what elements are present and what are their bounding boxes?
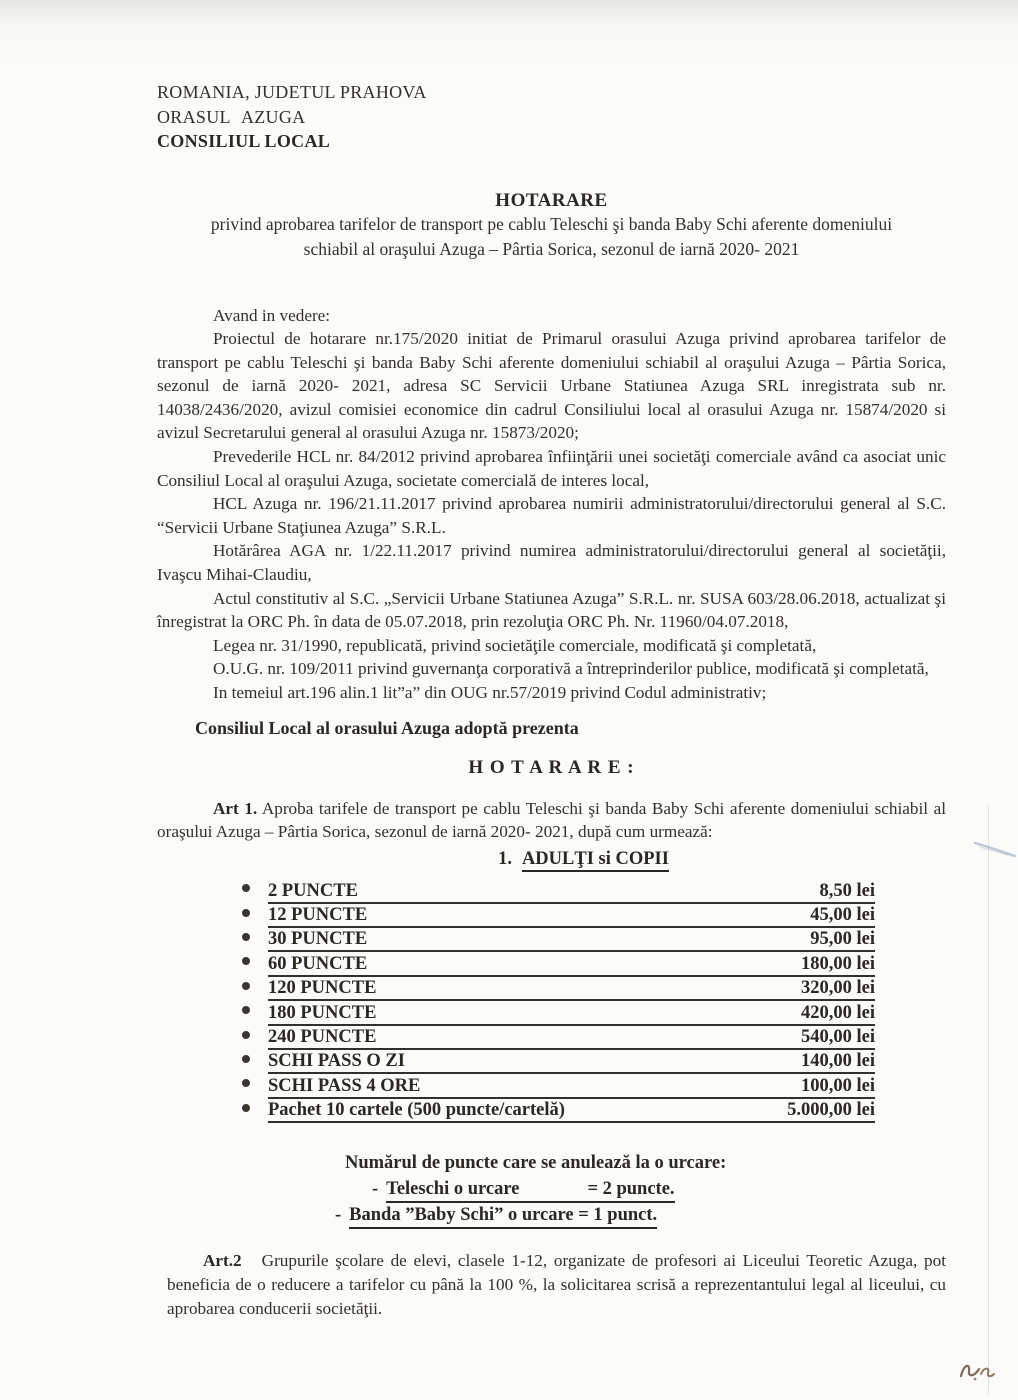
preamble-paragraph: Actul constitutiv al S.C. „Servicii Urbane Statiunea Azuga” S.R.L. nr. SUSA 603/28.06.2018, actualizat şi înregistrat la ORC Ph. în data de 05.07.2018, prin rezoluţia ORC Ph. Nr. 11960/04.07.2018, xyxy=(157,588,946,632)
bullet-icon xyxy=(242,933,250,941)
tariff-price: 540,00 lei xyxy=(801,1026,875,1047)
tariff-label: 240 PUNCTE xyxy=(268,1026,377,1047)
decision-heading: H O T A R A R E : xyxy=(468,756,635,778)
document-subtitle-line-2: schiabil al oraşului Azuga – Pârtia Sorica, sezonul de iarnă 2020- 2021 xyxy=(303,238,800,259)
bullet-icon xyxy=(242,982,250,990)
preamble-paragraph: Prevederile HCL nr. 84/2012 privind aprobarea înfiinţării unei societăţi comerciale având ca asociat unic Consiliul Local al oraşului Azuga, societate comercială de interes local, xyxy=(157,447,946,490)
baby-schi-text: Banda ”Baby Schi” o urcare = 1 punct. xyxy=(349,1204,657,1229)
tariff-label: 2 PUNCTE xyxy=(268,880,358,901)
tariff-row xyxy=(268,1074,875,1098)
tariff-list-title-text: ADULŢI si COPII xyxy=(522,849,669,872)
tariff-row xyxy=(268,879,875,903)
article-2-text: Grupurile şcolare de elevi, clasele 1-12, organizate de profesori ai Liceului Teoretic Azuga, pot beneficia de o reducere a tarifelor cu până la 100 %, la solicitarea scrisă a reprezentantului legal al liceului, cu aprobarea conducerii societăţii. xyxy=(167,1250,946,1319)
tariff-row xyxy=(268,904,875,928)
document-title: HOTARARE xyxy=(495,189,608,211)
preamble-paragraph: O.U.G. nr. 109/2011 privind guvernanţa corporativă a întreprinderilor publice, modificată şi completată, xyxy=(213,659,929,679)
tariff-label: 120 PUNCTE xyxy=(268,978,377,999)
tariff-price: 95,00 lei xyxy=(810,929,875,950)
preamble-paragraph: HCL Azuga nr. 196/21.11.2017 privind aprobarea numirii administratorului/directorului general al S.C. “Servicii Urbane Staţiunea Azuga” S.R.L. xyxy=(157,494,946,537)
preamble-section xyxy=(157,304,946,705)
tariff-label: SCHI PASS O ZI xyxy=(268,1051,405,1072)
letterhead-country-line: ROMANIA, JUDETUL PRAHOVA xyxy=(157,82,427,102)
bullet-icon xyxy=(242,1104,250,1112)
article-2-paragraph xyxy=(167,1249,946,1322)
tariff-label: Pachet 10 cartele (500 puncte/cartelă) xyxy=(268,1100,565,1121)
document-subtitle-line-1: privind aprobarea tarifelor de transport pe cablu Teleschi şi banda Baby Schi aferente domeniului xyxy=(210,213,893,234)
points-note-line-baby-schi xyxy=(335,1203,946,1229)
pen-smudge-mark xyxy=(972,832,1018,866)
tariff-list xyxy=(268,879,875,1123)
tariff-row xyxy=(268,1050,875,1074)
tariff-row xyxy=(268,952,875,976)
preamble-paragraph: Legea nr. 31/1990, republicată, privind societăţile comerciale, modificată şi completată, xyxy=(213,635,817,655)
dash: - xyxy=(372,1178,379,1199)
preamble-paragraph: In temeiul art.196 alin.1 lit”a” din OUG nr.57/2019 privind Codul administrativ; xyxy=(213,683,767,702)
bullet-icon xyxy=(242,1006,250,1014)
tariff-row xyxy=(268,977,875,1001)
teleschi-label: Teleschi o urcare xyxy=(386,1178,520,1199)
tariff-row xyxy=(268,1001,875,1025)
tariff-label: 30 PUNCTE xyxy=(268,929,368,950)
bullet-icon xyxy=(242,884,250,892)
tariff-price: 8,50 lei xyxy=(819,880,875,901)
tariff-price: 140,00 lei xyxy=(801,1051,875,1072)
tariff-label: SCHI PASS 4 ORE xyxy=(268,1075,421,1096)
adoption-line: Consiliul Local al orasului Azuga adoptă prezenta xyxy=(195,717,579,738)
tariff-row xyxy=(268,928,875,952)
points-note-line-teleschi xyxy=(372,1177,946,1203)
points-note-title: Numărul de puncte care se anulează la o urcare: xyxy=(345,1153,727,1174)
tariff-list-number: 1. xyxy=(498,849,512,870)
tariff-row xyxy=(268,1099,875,1123)
tariff-price: 45,00 lei xyxy=(810,904,875,925)
letterhead-council-line: CONSILIUL LOCAL xyxy=(157,131,331,151)
article-1-label: Art 1. xyxy=(213,798,258,818)
article-1-text: Aproba tarifele de transport pe cablu Teleschi şi banda Baby Schi aferente domeniului schiabil al oraşului Azuga – Pârtia Sorica, sezonul de iarnă 2020- 2021, după cum urmează: xyxy=(157,798,946,842)
tariff-price: 180,00 lei xyxy=(801,953,875,974)
bullet-icon xyxy=(242,909,250,917)
title-block xyxy=(157,190,946,262)
bullet-icon xyxy=(242,1079,250,1087)
article-2-label: Art.2 xyxy=(203,1250,242,1270)
bullet-icon xyxy=(242,957,250,965)
handwritten-mark xyxy=(953,1348,1005,1390)
preamble-paragraph: Hotărârea AGA nr. 1/22.11.2017 privind numirea administratorului/directorului general al societăţii, Ivaşcu Mihai-Claudiu, xyxy=(157,541,946,585)
tariff-label: 12 PUNCTE xyxy=(268,904,368,925)
teleschi-value: = 2 puncte. xyxy=(587,1178,675,1199)
preamble-paragraph: Proiectul de hotarare nr.175/2020 initiat de Primarul orasului Azuga privind aprobarea tarifelor de transport pe cablu Teleschi şi banda Baby Schi aferente domeniului schiabil al oraşului Azuga – Pârtia Sorica, sezonul de iarnă 2020- 2021, adresa SC Servicii Urbane Statiunea Azuga SRL inregistrata sub nr. 14038/2436/2020, avizul comisiei economice din cadrul Consiliului local al orasului Azuga nr. 15874/2020 si avizul Secretarului general al orasului Azuga nr. 15873/2020; xyxy=(157,329,946,443)
letterhead xyxy=(157,80,946,154)
bullet-icon xyxy=(242,1055,250,1063)
tariff-price: 5.000,00 lei xyxy=(787,1100,875,1121)
tariff-list-title xyxy=(157,849,946,870)
tariff-label: 60 PUNCTE xyxy=(268,953,368,974)
tariff-row xyxy=(268,1026,875,1050)
scan-streak-artifact xyxy=(988,806,989,1394)
bullet-icon xyxy=(242,1031,250,1039)
tariff-price: 320,00 lei xyxy=(801,978,875,999)
article-1-paragraph xyxy=(157,797,946,845)
preamble-intro: Avand in vedere: xyxy=(213,305,331,325)
points-note xyxy=(157,1151,946,1229)
tariff-price: 420,00 lei xyxy=(801,1002,875,1023)
tariff-price: 100,00 lei xyxy=(801,1075,875,1096)
tariff-label: 180 PUNCTE xyxy=(268,1002,377,1023)
dash: - xyxy=(335,1204,342,1225)
letterhead-city-line: ORASUL AZUGA xyxy=(157,106,306,127)
